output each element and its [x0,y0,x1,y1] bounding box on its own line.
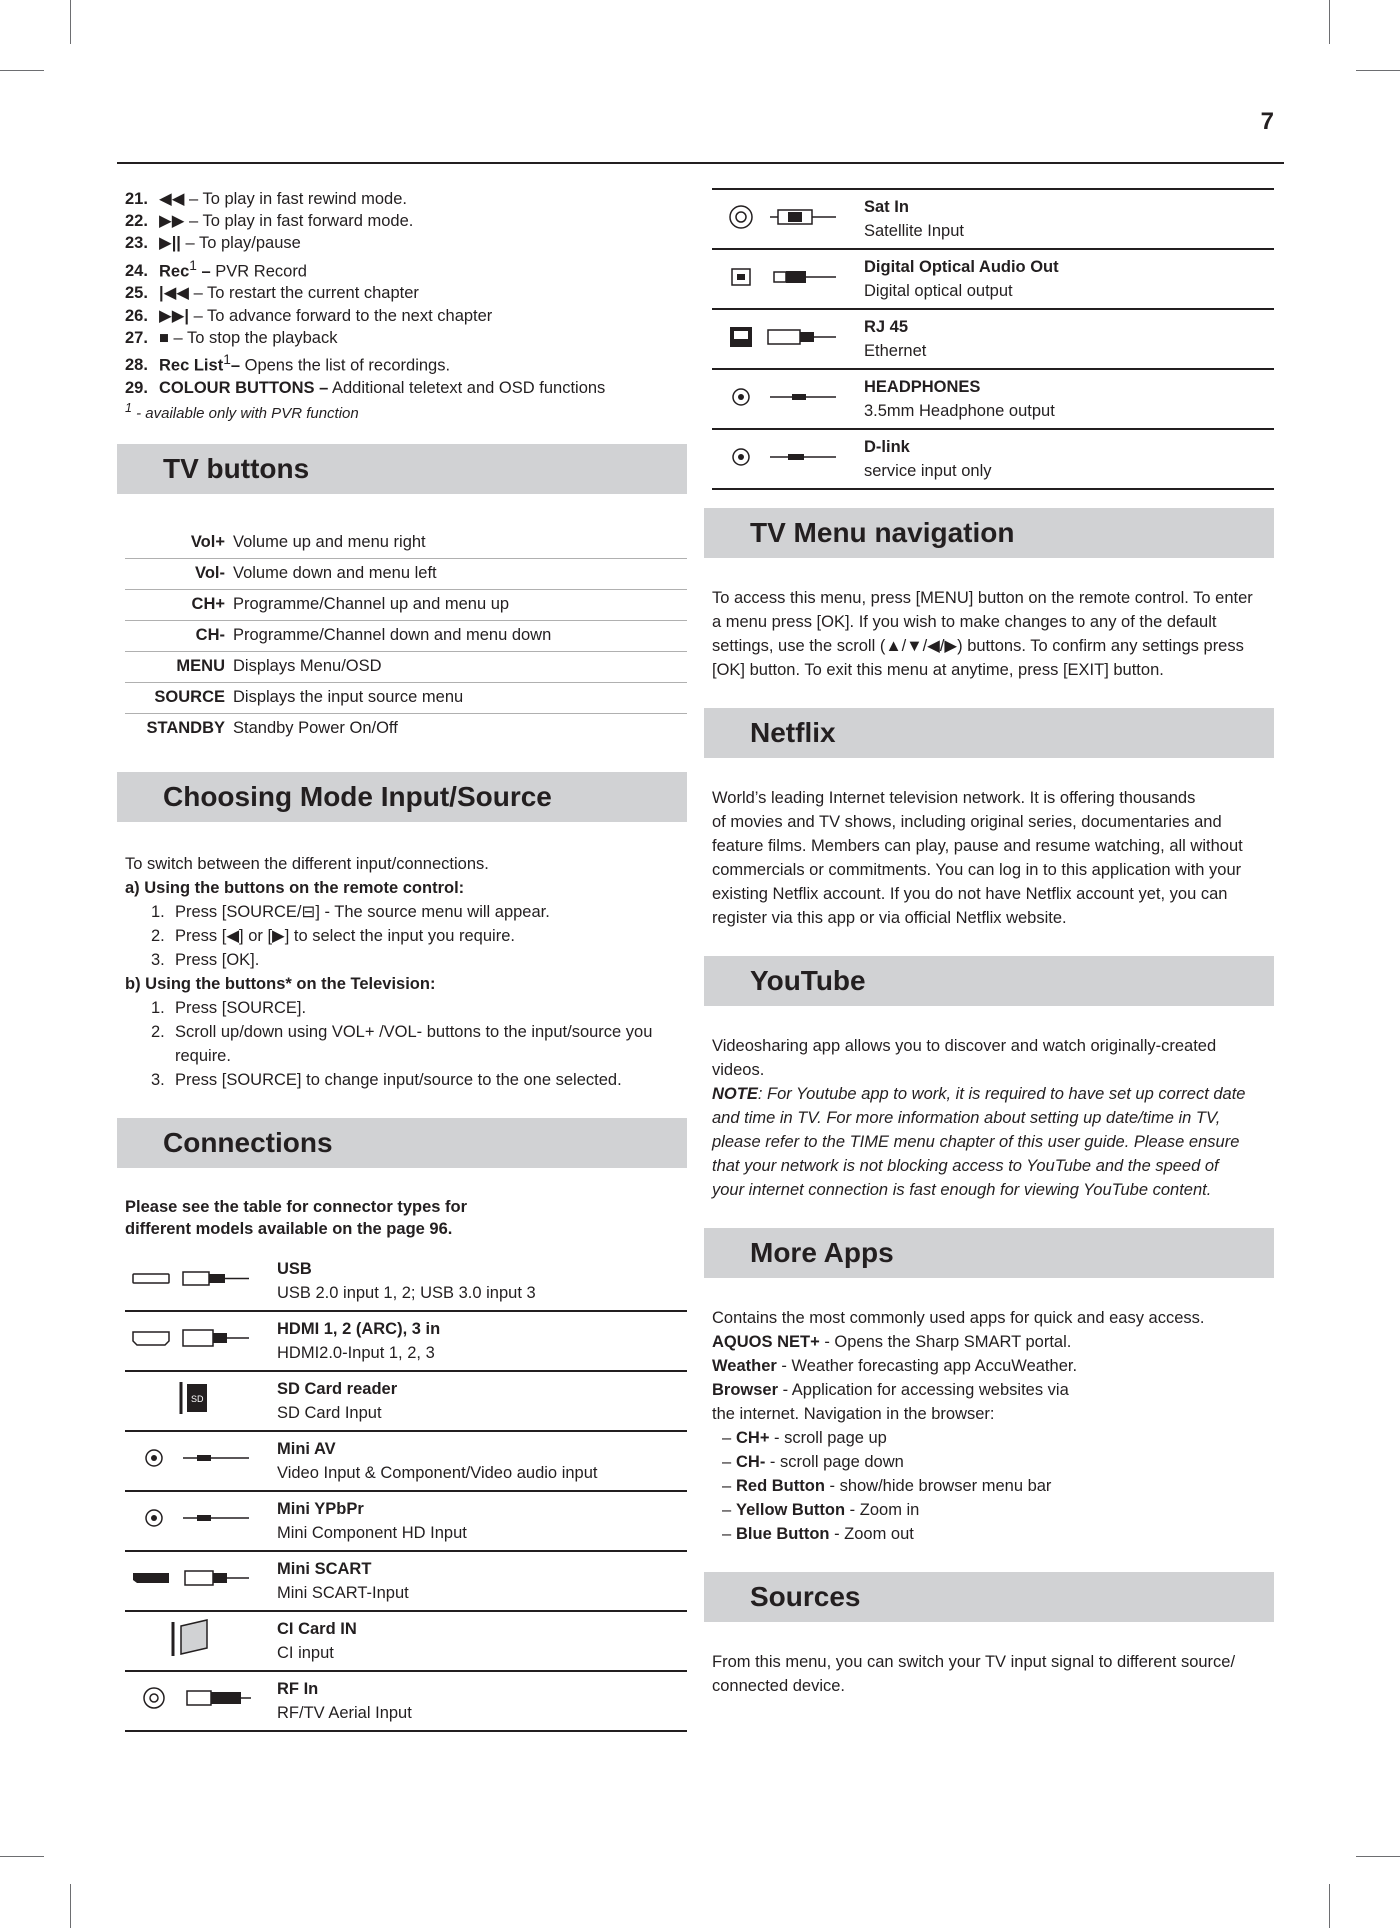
header-rule [117,162,1284,164]
ci-card-icon [125,1618,255,1658]
list-item: – Yellow Button - Zoom in [722,1501,920,1519]
list-item: – Red Button - show/hide browser menu bar [722,1477,1052,1495]
section-header-tv-buttons [117,444,687,494]
section-title: Choosing Mode Input/Source [163,780,552,812]
list-item: 25. |◀◀ – To restart the current chapter [125,284,419,303]
sat-f-connector-icon [712,202,842,232]
list-item: 2. Scroll up/down using VOL+ /VOL- buttons to the input/source you require. [151,1022,653,1065]
list-item: 23. ▶|| – To play/pause [125,234,301,253]
fast-forward-icon: ▶▶ [159,212,185,231]
sources-text: From this menu, you can switch your TV input signal to different source/ connected device. [712,1653,1236,1695]
section-header-more-apps [704,1228,1274,1278]
table-row: MENU Displays Menu/OSD [125,651,687,682]
list-item: 24. Rec$^1$ – PVR Record [125,257,307,281]
next-chapter-icon: ▶▶| [159,306,189,325]
list-item: 26. ▶▶| – To advance forward to the next chapter [125,306,493,325]
list-item: 28. Rec List$^1$– Opens the list of recordings. [125,351,451,375]
table-row: CH- Programme/Channel down and menu down [125,620,687,651]
tv-buttons-table [125,528,687,744]
crop-mark [1329,1884,1330,1928]
list-item: 3. Press [SOURCE] to change input/source to the one selected. [151,1070,622,1089]
crop-mark [1356,70,1400,71]
list-item: 1. Press [SOURCE/⊟] - The source menu will appear. [151,902,550,921]
table-row: RF In RF/TV Aerial Input [125,1671,687,1731]
table-row: Mini SCART Mini SCART-Input [125,1551,687,1611]
crop-mark [1356,1856,1400,1857]
connections-table-right [712,188,1274,490]
headphone-jack-icon [712,382,842,412]
list-item: 3. Press [OK]. [151,950,260,969]
netflix-text: World’s leading Internet television network. It is offering thousands of movies and TV shows, including original series, documentaries and feature films. Members can play, pause and resume watching, all without commercials or commitments. You can log in to this application with your existing Netflix account. If you do not have Netflix account yet, you can register via this app or via official Netflix website. [712,789,1243,927]
table-row: HEADPHONES 3.5mm Headphone output [712,369,1274,429]
left-column [117,180,687,1732]
section-title: Sources [750,1581,861,1612]
optical-connector-icon [712,262,842,292]
list-item: 1. Press [SOURCE]. [151,998,307,1017]
rj45-connector-icon [712,322,842,352]
usb-connector-icon [125,1263,255,1293]
crop-mark [70,0,71,44]
section-header-connections [117,1118,687,1168]
table-row: SD SD Card reader SD Card Input [125,1371,687,1431]
connections-intro: Please see the table for connector types for different models available on the page 96. [125,1197,468,1238]
table-row: Vol- Volume down and menu left [125,558,687,589]
table-row: SOURCE Displays the input source menu [125,682,687,713]
list-item: 29. COLOUR BUTTONS – Additional teletext and OSD functions [125,378,606,397]
rewind-icon: ◀◀ [159,190,185,208]
right-column [704,188,1274,1698]
list-item: 21. ◀◀ – To play in fast rewind mode. [125,190,407,208]
remote-steps [125,900,687,972]
list-item: – CH+ - scroll page up [722,1429,887,1447]
table-row: D-link service input only [712,429,1274,489]
list-item: 27. ■ – To stop the playback [125,328,338,347]
previous-chapter-icon: |◀◀ [159,284,189,303]
table-row: HDMI 1, 2 (ARC), 3 in HDMI2.0-Input 1, 2, 3 [125,1311,687,1371]
section-title: Netflix [750,717,836,748]
section-title: More Apps [750,1237,894,1268]
youtube-text: Videosharing app allows you to discover and watch originally-created videos. NOTE: For Youtube app to work, it is required to have set up correct date and time in TV. For more information about setting up date/time in TV, please refer to the TIME menu chapter of this user guide. Please ensure that your network is not blocking access to YouTube and the speed of your internet connection is fast enough for viewing YouTube content. [712,1037,1246,1199]
section-header-youtube [704,956,1274,1006]
crop-mark [1329,0,1330,44]
more-apps-text: Contains the most commonly used apps for quick and easy access. AQUOS NET+ - Opens the Sharp SMART portal. Weather - Weather forecasting app AccuWeather. Browser - Application for accessing websites via the internet. Navigation in the browser: – CH+ - scroll page up – CH- - scroll page down – Red Button - show/hide browser menu bar – Yellow Button - Zoom in – Blue Button - Zoom out [712,1306,1274,1546]
table-row: CI Card IN CI input [125,1611,687,1671]
mini-scart-connector-icon [125,1563,255,1593]
choosing-source-text: To switch between the different input/connections. a) Using the buttons on the remote control: 1. Press [SOURCE/⊟] - The source menu will appear. 2. Press [◀] or [▶] to select the input you require. 3. Press [OK]. b) Using the buttons* on the Television: 1. Press [SOURCE]. 2. Scroll up/down using VOL+ /VOL- buttons to the input/source you require. 3. Press [SOURCE] to change input/source to the one selected. [125,852,687,1092]
page-number: 7 [1260,108,1274,135]
section-title: YouTube [750,965,866,996]
table-row: Vol+ Volume up and menu right [125,528,687,559]
rf-coax-connector-icon [125,1683,255,1713]
section-title: TV Menu navigation [750,517,1015,548]
table-row: RJ 45 Ethernet [712,309,1274,369]
menu-navigation-text: To access this menu, press [MENU] button on the remote control. To enter a menu press [OK]. If you wish to make changes to any of the default settings, use the scroll (▲/▼/◀/▶) buttons. To confirm any settings press [OK] button. To exit this menu at anytime, press [EXIT] button. [712,589,1253,679]
sd-card-icon [125,1380,255,1416]
crop-mark [0,70,44,71]
list-item: – Blue Button - Zoom out [722,1525,914,1543]
dlink-jack-icon [712,442,842,472]
section-title: TV buttons [163,452,310,484]
table-row: Sat In Satellite Input [712,189,1274,249]
table-row: CH+ Programme/Channel up and menu up [125,589,687,620]
list-item: 2. Press [◀] or [▶] to select the input you require. [151,926,515,945]
table-row: USB USB 2.0 input 1, 2; USB 3.0 input 3 [125,1252,687,1311]
svg-text:SD: SD [191,1394,204,1405]
section-title: Connections [163,1126,333,1158]
play-pause-icon: ▶|| [159,234,181,253]
table-row: STANDBY Standby Power On/Off [146,719,398,738]
list-item: 22. ▶▶ – To play in fast forward mode. [125,212,414,231]
mini-ypbpr-jack-icon [125,1503,255,1533]
mini-av-jack-icon [125,1443,255,1473]
table-row: Mini AV Video Input & Component/Video audio input [125,1431,687,1491]
connections-table-left [125,1252,687,1732]
crop-mark [0,1856,44,1857]
remote-button-list [125,188,687,399]
hdmi-connector-icon [125,1323,255,1353]
table-row: Mini YPbPr Mini Component HD Input [125,1491,687,1551]
browser-navigation-list [712,1426,1274,1546]
section-header-netflix [704,708,1274,758]
stop-icon: ■ [159,328,169,347]
table-row: Digital Optical Audio Out Digital optical output [712,249,1274,309]
footnote: $^1$ - available only with PVR function [125,400,359,422]
section-header-menu-navigation [704,508,1274,558]
tv-steps [125,996,687,1092]
section-header-choosing-source [117,772,687,822]
crop-mark [70,1884,71,1928]
list-item: – CH- - scroll page down [722,1453,904,1471]
section-header-sources [704,1572,1274,1622]
